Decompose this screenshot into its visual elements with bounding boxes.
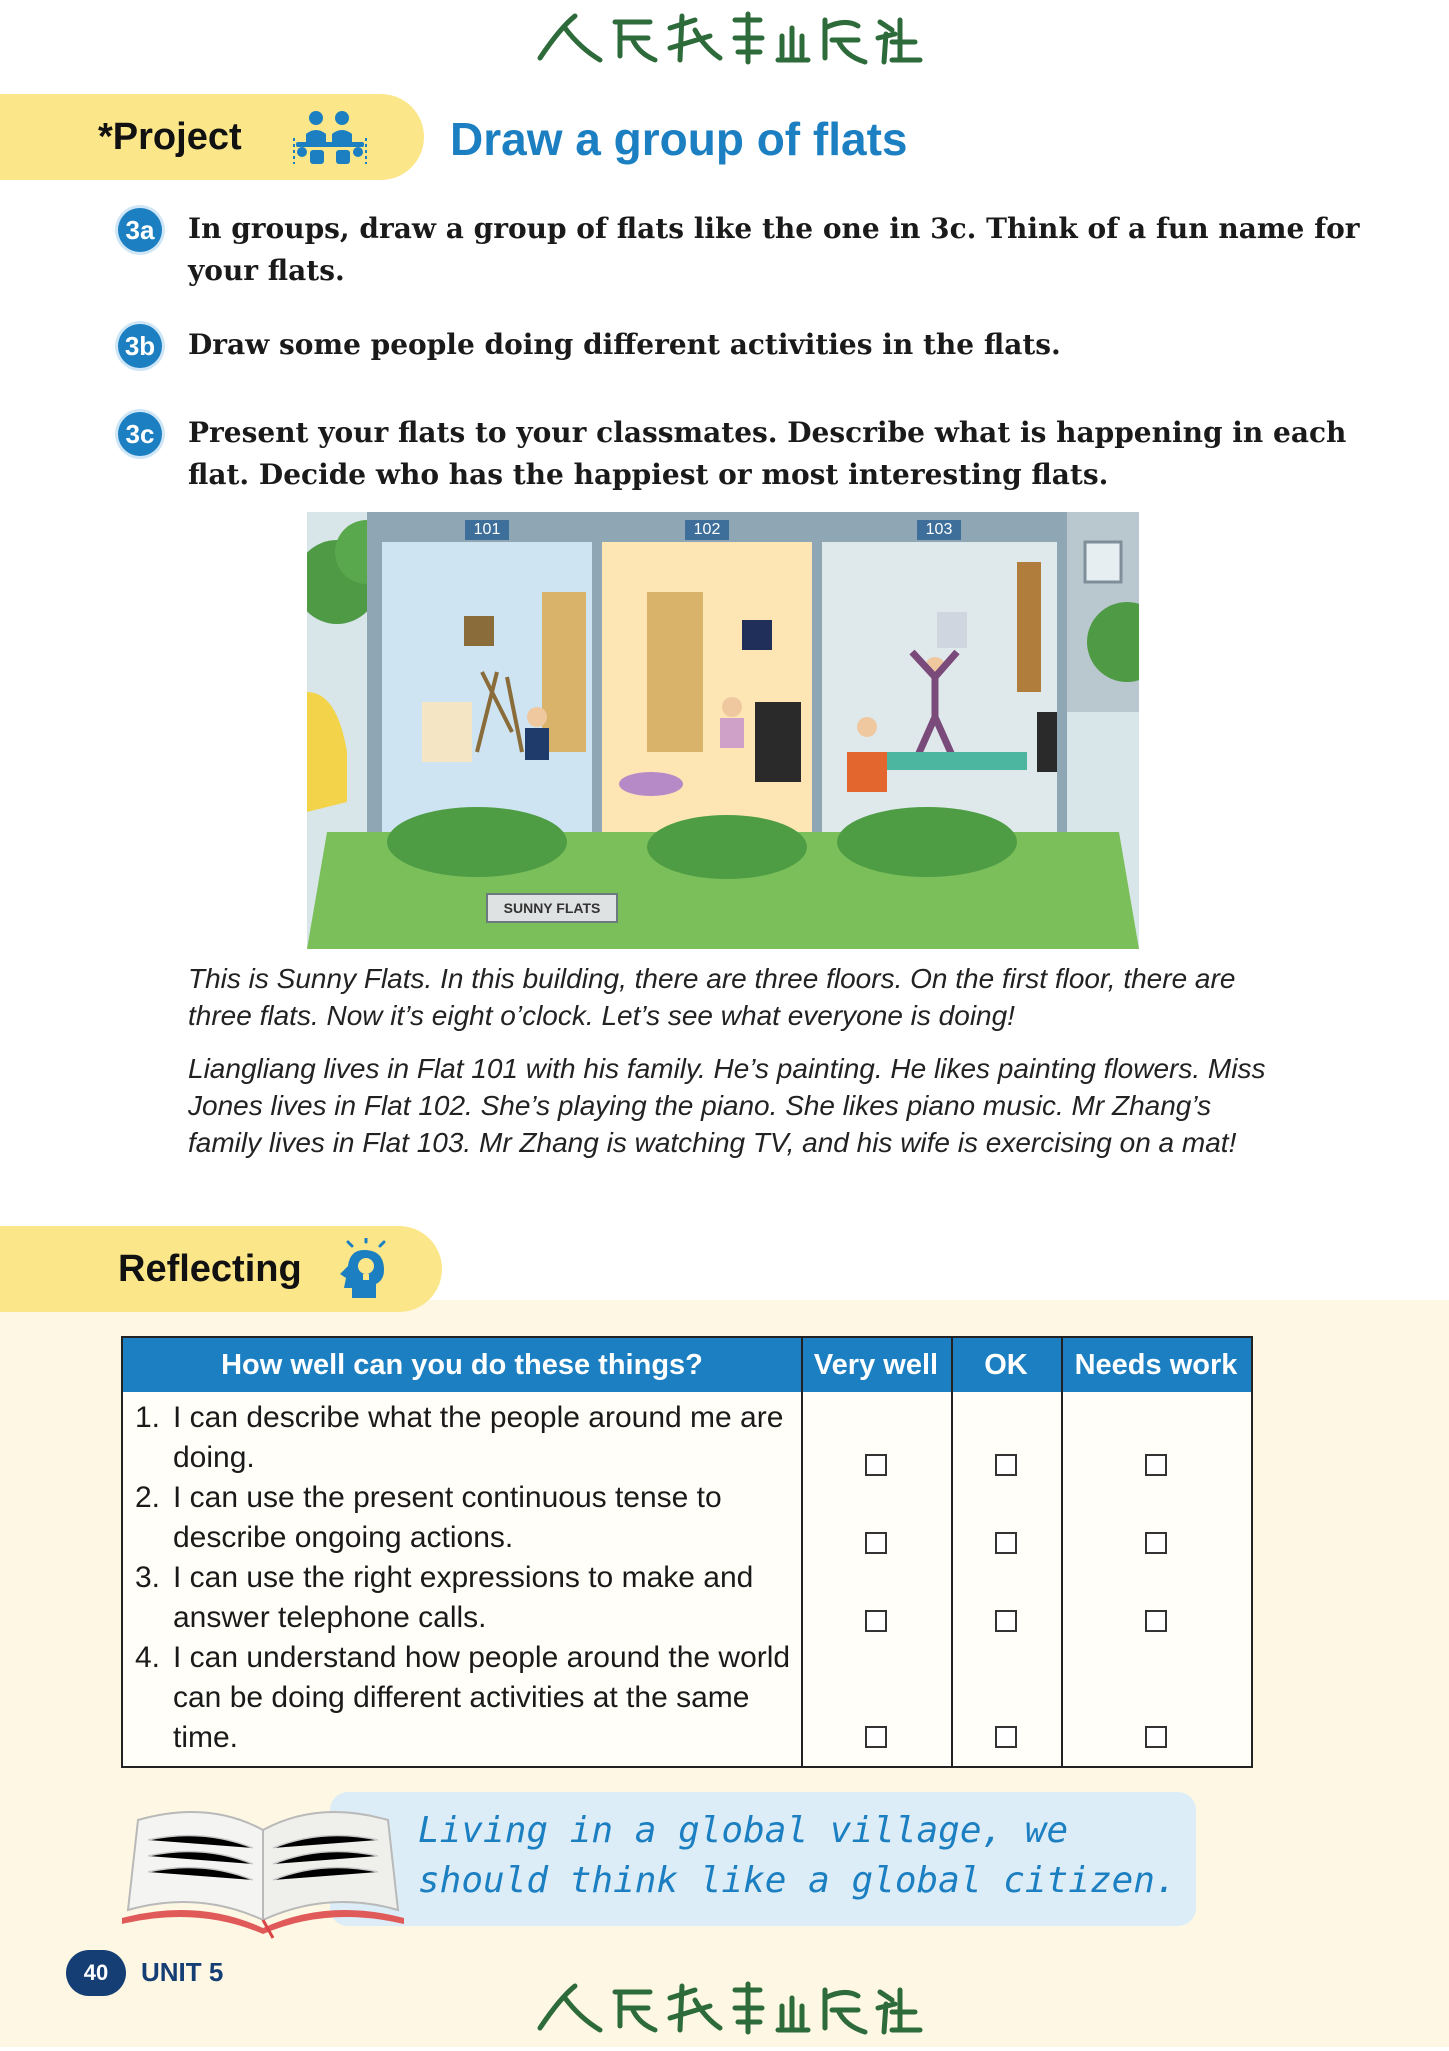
open-book-icon [118, 1790, 408, 1945]
row-text: I can use the right expressions to make and answer telephone calls. [173, 1561, 754, 1634]
checkbox-row2-very-well[interactable] [865, 1532, 887, 1554]
page-title: Draw a group of flats [450, 113, 908, 165]
project-tab [0, 94, 424, 180]
flat-103-label: 103 [925, 521, 953, 538]
checkbox-row2-needs-work[interactable] [1145, 1532, 1167, 1554]
task-text: Present your flats to your classmates. Describe what is happening in each flat. Decide who has the happiest or most interesting flats. [188, 416, 1347, 491]
column-divider [951, 1338, 953, 1766]
checkbox-row1-ok[interactable] [995, 1454, 1017, 1476]
flat-101-label: 101 [473, 521, 501, 538]
motto-banner [330, 1792, 1196, 1926]
flat-102-label: 102 [693, 521, 721, 538]
sunny-flats-sign: SUNNY FLATS [503, 900, 601, 916]
publisher-logo-top [0, 8, 1449, 68]
table-header [123, 1338, 1251, 1392]
unit-label: UNIT 5 [141, 1957, 224, 1987]
checkbox-row1-needs-work[interactable] [1145, 1454, 1167, 1476]
row-number: 4. [135, 1641, 161, 1674]
checkbox-row3-ok[interactable] [995, 1610, 1017, 1632]
row-number: 3. [135, 1561, 161, 1594]
lightbulb-head-icon [334, 1238, 390, 1307]
reading-paragraph-2: Liangliang lives in Flat 101 with his family. He’s painting. He likes painting flowers. Miss Jones lives in Flat 102. She’s playing the piano. She likes piano music. Mr Zhang’s family lives in Flat 103. Mr Zhang is watching TV, and his wife is exercising on a mat! [188, 1053, 1266, 1158]
row-number: 2. [135, 1481, 161, 1514]
column-divider [1061, 1338, 1063, 1766]
group-work-icon [290, 108, 370, 173]
reflecting-tab-label: Reflecting [118, 1248, 302, 1290]
publisher-calligraphy [520, 8, 930, 81]
row-text: I can describe what the people around me are doing. [173, 1401, 784, 1474]
reflecting-tab [0, 1226, 442, 1312]
project-tab-label: *Project [98, 116, 242, 158]
publisher-logo-bottom [0, 1978, 1449, 2038]
task-number: 3a [118, 208, 162, 252]
task-text: In groups, draw a group of flats like the one in 3c. Think of a fun name for your flats. [188, 212, 1360, 287]
checkbox-row1-very-well[interactable] [865, 1454, 887, 1476]
task-number: 3c [118, 412, 162, 456]
motto-text: Living in a global village, we should think like a global citizen. [418, 1810, 1177, 1901]
checkbox-row3-very-well[interactable] [865, 1610, 887, 1632]
task-number: 3b [118, 324, 162, 368]
page-number: 40 [66, 1950, 126, 1996]
checkbox-row2-ok[interactable] [995, 1532, 1017, 1554]
row-text: I can understand how people around the world can be doing different activities at the same time. [173, 1641, 791, 1754]
checkbox-row4-ok[interactable] [995, 1726, 1017, 1748]
header-very-well: Very well [813, 1349, 939, 1381]
publisher-calligraphy [520, 1978, 930, 2051]
sunny-flats-illustration [307, 512, 1139, 949]
checkbox-row4-needs-work[interactable] [1145, 1726, 1167, 1748]
header-ok: OK [984, 1349, 1028, 1381]
checkbox-row3-needs-work[interactable] [1145, 1610, 1167, 1632]
header-skill: How well can you do these things? [221, 1349, 703, 1381]
header-needs-work: Needs work [1074, 1349, 1238, 1381]
row-number: 1. [135, 1401, 161, 1434]
row-text: I can use the present continuous tense to describe ongoing actions. [173, 1481, 722, 1554]
reading-paragraph-1: This is Sunny Flats. In this building, there are three floors. On the first floor, there are three flats. Now it’s eight o’clock. Let’s see what everyone is doing! [188, 963, 1236, 1031]
checkbox-row4-very-well[interactable] [865, 1726, 887, 1748]
task-text: Draw some people doing different activities in the flats. [188, 328, 1061, 361]
self-assessment-table [121, 1336, 1253, 1768]
